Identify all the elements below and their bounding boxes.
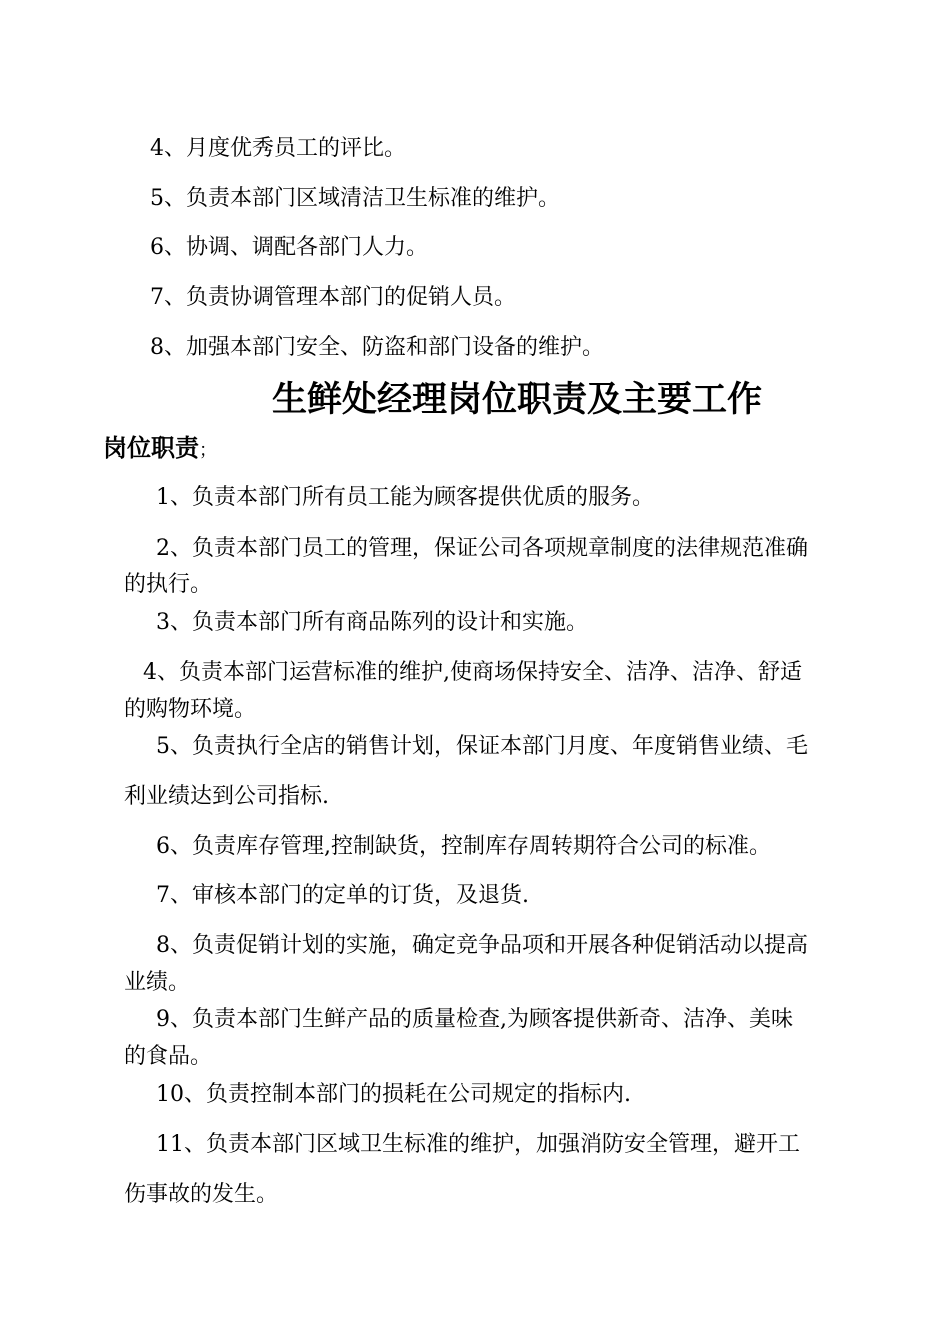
intro-item: 6、协调、调配各部门人力。 bbox=[150, 235, 428, 260]
document-title: 生鲜处经理岗位职责及主要工作 bbox=[272, 380, 763, 420]
intro-item: 5、负责本部门区域清洁卫生标准的维护。 bbox=[150, 186, 560, 211]
duty-item: 8、负责促销计划的实施，确定竞争品项和开展各种促销活动以提高 bbox=[156, 933, 808, 958]
intro-item: 4、月度优秀员工的评比。 bbox=[150, 136, 406, 161]
section-heading-suffix: ； bbox=[199, 440, 217, 461]
duty-item: 10、负责控制本部门的损耗在公司规定的指标内. bbox=[156, 1082, 631, 1107]
intro-item: 7、负责协调管理本部门的促销人员。 bbox=[150, 285, 516, 310]
duty-item: 11、负责本部门区域卫生标准的维护，加强消防安全管理，避开工 bbox=[156, 1132, 800, 1157]
duty-item: 6、负责库存管理,控制缺货，控制库存周转期符合公司的标准。 bbox=[156, 834, 771, 859]
duty-item-continuation: 业绩。 bbox=[124, 970, 191, 995]
duty-item: 4、负责本部门运营标准的维护,使商场保持安全、洁净、洁净、舒适 bbox=[143, 660, 802, 685]
section-heading-text: 岗位职责 bbox=[103, 434, 199, 462]
duty-item: 9、负责本部门生鲜产品的质量检查,为顾客提供新奇、洁净、美味 bbox=[156, 1007, 793, 1032]
section-heading bbox=[103, 433, 217, 466]
duty-item-continuation: 利业绩达到公司指标. bbox=[124, 784, 329, 809]
duty-item-continuation: 的食品。 bbox=[124, 1044, 213, 1069]
duty-item: 1、负责本部门所有员工能为顾客提供优质的服务。 bbox=[156, 485, 654, 510]
duty-item-continuation: 的购物环境。 bbox=[124, 697, 257, 722]
intro-item: 8、加强本部门安全、防盗和部门设备的维护。 bbox=[150, 335, 604, 360]
duty-item-continuation: 的执行。 bbox=[124, 572, 213, 597]
duty-item: 3、负责本部门所有商品陈列的设计和实施。 bbox=[156, 610, 588, 635]
duty-item: 2、负责本部门员工的管理，保证公司各项规章制度的法律规范准确 bbox=[156, 536, 808, 561]
duty-item-continuation: 伤事故的发生。 bbox=[124, 1182, 279, 1207]
duty-item: 5、负责执行全店的销售计划，保证本部门月度、年度销售业绩、毛 bbox=[156, 734, 808, 759]
duty-item: 7、审核本部门的定单的订货，及退货. bbox=[156, 883, 529, 908]
